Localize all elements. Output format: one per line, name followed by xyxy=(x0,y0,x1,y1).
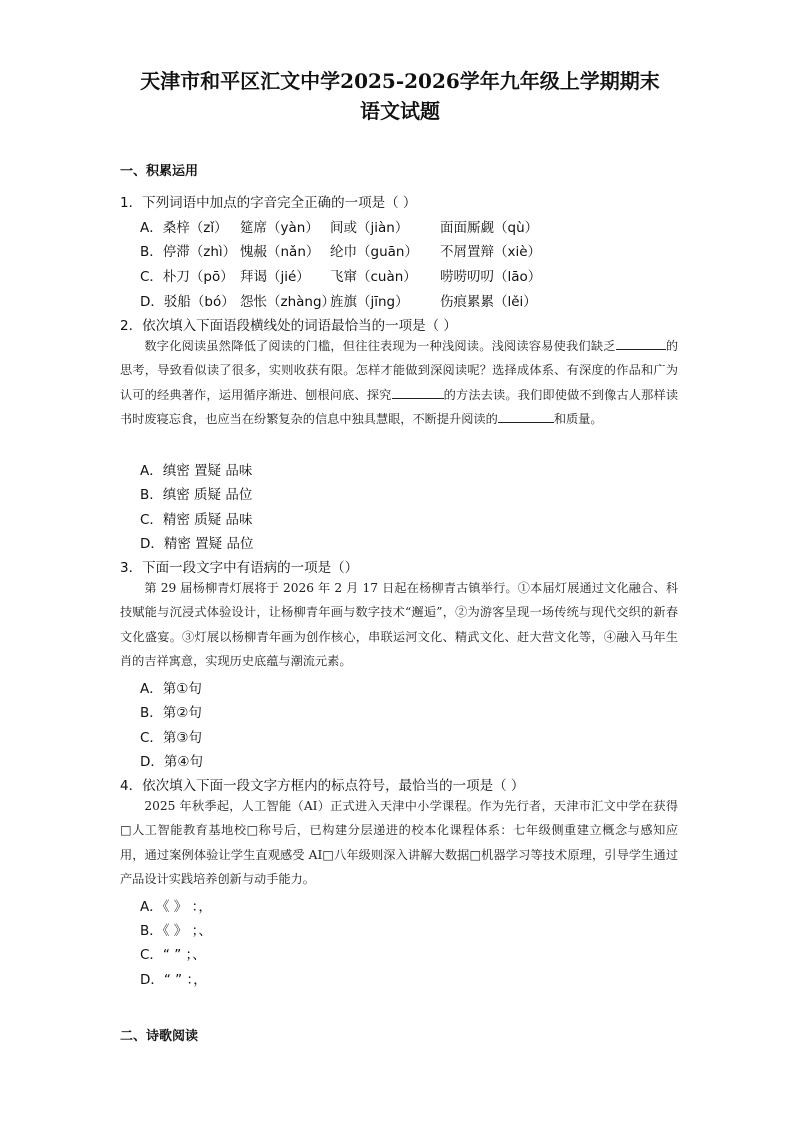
option-cell: 怨怅（zhàng） xyxy=(240,294,336,310)
question-4-option-a: A．《 》 ：， xyxy=(140,899,212,915)
question-2-option-a: A．缜密 置疑 品味 xyxy=(140,463,253,479)
box-icon: □ xyxy=(120,823,133,838)
option-cell: D．驳船（bó） xyxy=(140,294,235,310)
question-1-stem: 1．下列词语中加点的字音完全正确的一项是（ ） xyxy=(120,195,417,211)
question-3-option-c: C．第③句 xyxy=(140,730,203,746)
option-cell: 旌旗（jīng） xyxy=(330,294,409,310)
option-cell: 筵席（yàn） xyxy=(240,220,319,236)
question-2-option-b: B．缜密 质疑 品位 xyxy=(140,487,253,503)
passage-text: 场传统与现代交织的新春文化盛宴。③灯展以杨柳青年画为创作核心，串联运河文化、精 xyxy=(120,605,679,644)
question-2-passage xyxy=(120,334,678,431)
question-1-option-a xyxy=(140,216,538,236)
question-4-passage xyxy=(120,794,678,891)
question-1-option-c xyxy=(140,265,541,285)
section-heading-1: 一、积累运用 xyxy=(120,164,199,179)
option-cell: 面面厮觑（qù） xyxy=(440,220,539,236)
option-cell: 唠唠叨叨（lāo） xyxy=(440,269,542,285)
question-1-option-b xyxy=(140,240,541,260)
question-4-option-d: D．“ ” ：， xyxy=(140,972,207,988)
passage-text: 2025 年秋季起，人工智能（AI）正式进入天津中小学课程。作为先行者，天津市汇 xyxy=(144,799,604,813)
passage-text: 缺乏 xyxy=(590,339,616,353)
option-cell: 伤痕累累（lěi） xyxy=(440,294,537,310)
question-3-option-b: B．第②句 xyxy=(140,705,202,721)
box-icon: □ xyxy=(469,847,482,862)
passage-text: 称号后，已构建分层递进的校本化课程体系：七年 xyxy=(258,823,539,838)
option-cell: 纶巾（guān） xyxy=(330,244,418,260)
question-1-option-d xyxy=(140,290,537,310)
passage-text: 人工智能教育基地校 xyxy=(132,823,247,838)
box-icon: □ xyxy=(322,847,335,862)
passage-text: 数字化阅读虽然降低了阅读的门槛，但往往表现为一种浅阅读。浅阅读容易使我们 xyxy=(144,339,591,353)
option-cell: 间或（jiàn） xyxy=(330,220,409,236)
question-4-option-c: C．“ ” ；、 xyxy=(140,947,206,963)
question-4-option-b: B．《 》 ；、 xyxy=(140,923,212,939)
question-4-stem: 4．依次填入下面一段文字方框内的标点符号，最恰当的一项是（ ） xyxy=(120,778,525,794)
fill-blank xyxy=(498,410,554,423)
question-2-option-d: D．精密 置疑 品位 xyxy=(140,536,254,552)
option-cell: C．朴刀（pō） xyxy=(140,269,234,285)
passage-text: 机器学习等技术原理，引导学生通过产品设计实践培养创新与动手能力。 xyxy=(120,847,679,886)
question-3-option-a: A．第①句 xyxy=(140,681,202,697)
option-cell: 拜谒（jié） xyxy=(240,269,310,285)
question-2-option-c: C．精密 质疑 品味 xyxy=(140,512,253,528)
question-2-stem: 2．依次填入下面语段横线处的词语最恰当的一项是（ ） xyxy=(120,318,457,334)
option-cell: A．桑梓（zǐ） xyxy=(140,220,228,236)
passage-text: 八年级则深入讲解大数据 xyxy=(334,847,470,862)
passage-text: 方法去读。我们即使做不到像古人那样读书时废寝忘食，也应当在纷繁复杂的信息中独具 xyxy=(120,387,679,426)
question-3-passage xyxy=(120,576,678,673)
passage-text: 文中学在获得 xyxy=(603,799,679,813)
page-title: 天津市和平区汇文中学2025-2026学年九年级上学期期末 xyxy=(140,69,660,93)
option-cell: B．停滞（zhì） xyxy=(140,244,237,260)
passage-text: 慧眼，不断提升阅读的 xyxy=(375,411,498,426)
passage-text: 武文化、赶大营文化等，④融入马年生肖的吉祥寓意，实现历史底蕴与潮流元素。 xyxy=(120,629,679,668)
passage-text: 的 xyxy=(443,387,457,402)
passage-text: 级侧重建立概念与感知应用，通过案例体验让学生直观感受 AI xyxy=(120,823,679,862)
question-3-option-d: D．第④句 xyxy=(140,754,203,770)
section-heading-2: 二、诗歌阅读 xyxy=(120,1029,199,1044)
passage-text: 的思考，导致看似读了很多，实则收获有限。怎样才能做到深阅读呢？选择成 xyxy=(120,339,679,378)
option-cell: 愧赧（nǎn） xyxy=(240,244,320,260)
fill-blank xyxy=(392,386,444,399)
page-subtitle: 语文试题 xyxy=(360,99,440,123)
box-icon: □ xyxy=(246,823,259,838)
option-cell: 飞窜（cuàn） xyxy=(330,269,417,285)
passage-text: 体系、有深度的作品和广为认可的经典著作，运用循序渐进、刨根问底、探究 xyxy=(120,363,679,402)
option-cell: 不屑置辩（xiè） xyxy=(440,244,542,260)
passage-text: 第 29 届杨柳青灯展将于 2026 年 2 月 17 日起在杨柳青古镇举行。①本届灯展通过文 xyxy=(144,581,617,595)
passage-text: 化融合、科技赋能与沉浸式体验设计，让杨柳青年画与数字技术“邂逅”，②为游客呈现一 xyxy=(120,581,679,620)
passage-text: 和质量。 xyxy=(553,411,603,426)
fill-blank xyxy=(616,337,666,350)
question-3-stem: 3．下面一段文字中有语病的一项是（） xyxy=(120,560,359,576)
